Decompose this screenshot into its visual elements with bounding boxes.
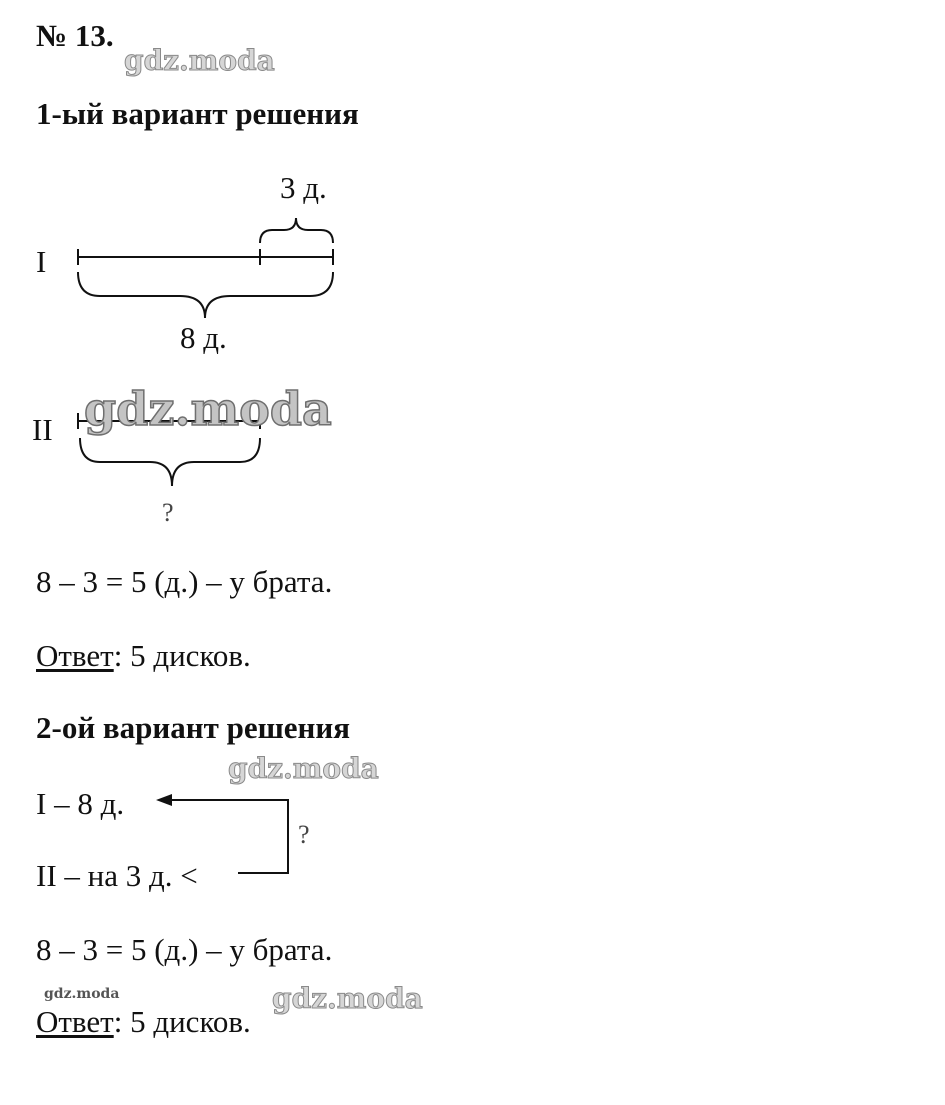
variant2-answer-text: : 5 дисков. [113,1004,251,1039]
watermark: gdz.moda [124,44,275,77]
watermark-large: gdz.moda [84,382,332,436]
variant2-answer-label: Ответ [36,1004,114,1039]
watermark: gdz.moda [272,982,423,1015]
variant1-answer-text: : 5 дисков. [113,638,251,673]
variant2-answer [36,1004,251,1040]
bottom-brace-label: 8 д. [180,320,227,355]
row1-label: I [36,244,47,279]
question-mark-row2: ? [162,498,174,527]
variant1-heading: 1-ый вариант решения [36,96,359,131]
variant2-equation: 8 – 3 = 5 (д.) – у брата. [36,932,333,967]
variant2-line2: II – на 3 д. < [36,858,198,893]
variant1-equation: 8 – 3 = 5 (д.) – у брата. [36,564,333,599]
variant1-answer-label: Ответ [36,638,114,673]
arrow-head [156,794,172,806]
task-number: № 13. [36,18,114,53]
bracket-line [168,800,288,873]
row2-label: II [32,412,53,447]
top-brace-label: 3 д. [280,170,327,205]
question-mark-v2: ? [298,820,310,849]
watermark: gdz.moda [228,752,379,785]
variant2-heading: 2-ой вариант решения [36,710,351,745]
watermark-tiny: gdz.moda [44,986,120,1002]
variant2-line1: I – 8 д. [36,786,125,821]
